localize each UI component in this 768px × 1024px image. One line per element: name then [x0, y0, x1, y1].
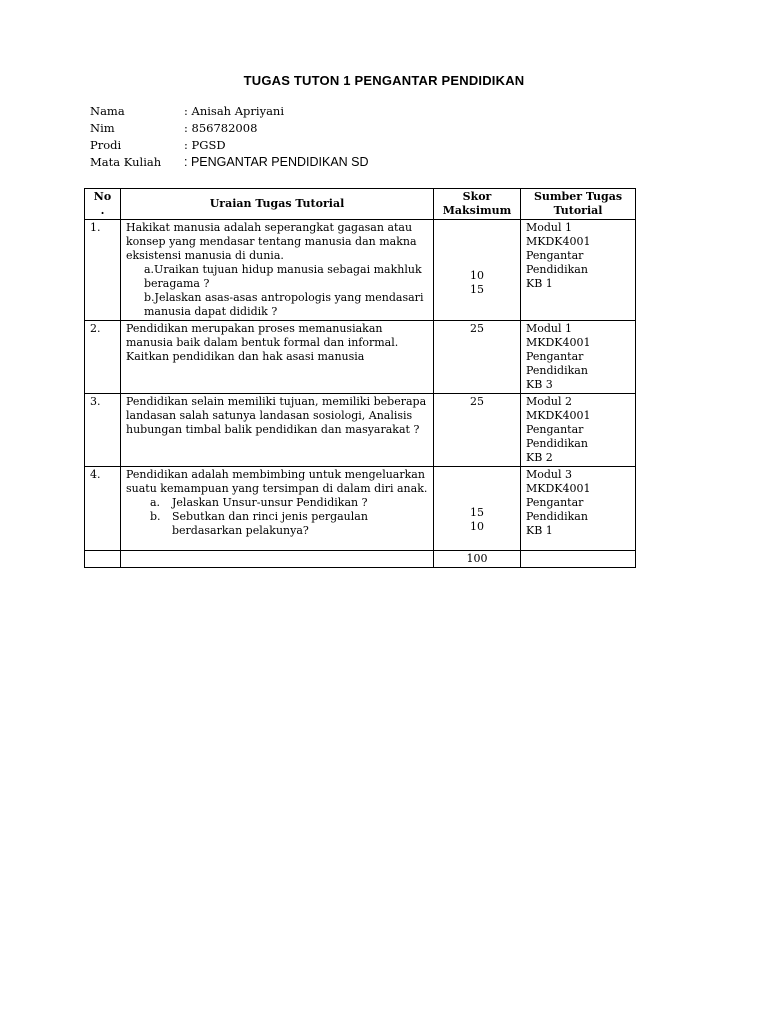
list-marker: a.	[150, 496, 161, 509]
sub-text-cont: berdasarkan pelakunya?	[172, 524, 309, 537]
student-info	[90, 103, 369, 171]
cell-skor: 25	[434, 321, 521, 394]
cell-skor	[434, 467, 521, 551]
document-title: TUGAS TUTON 1 PENGANTAR PENDIDIKAN	[243, 73, 525, 88]
task-sub-b: b.Jelaskan asas-asas antropologis yang mendasari manusia dapat dididik ?	[144, 291, 424, 318]
skor-a: 10	[470, 269, 484, 282]
cell-skor: 25	[434, 394, 521, 467]
cell-desc: Pendidikan merupakan proses memanusiakan manusia baik dalam bentuk formal dan informal. Kaitkan pendidikan dan hak asasi manusia	[121, 321, 434, 394]
info-label: Mata Kuliah	[90, 155, 162, 169]
skor-b: 15	[470, 283, 484, 296]
task-sub-a	[126, 496, 428, 510]
info-label: Nama	[90, 104, 125, 118]
skor-b: 10	[470, 520, 484, 533]
cell-no: 2.	[85, 321, 121, 394]
header-no: No .	[85, 189, 121, 220]
task-intro: Pendidikan adalah membimbing untuk mengeluarkan suatu kemampuan yang tersimpan di dalam diri anak.	[126, 468, 428, 495]
list-marker: b.	[150, 510, 161, 523]
info-value: : Anisah Apriyani	[184, 104, 285, 118]
info-value: : PGSD	[184, 138, 226, 152]
cell-src: Modul 2 MKDK4001 Pengantar Pendidikan KB 2	[521, 394, 636, 467]
cell-no: 3.	[85, 394, 121, 467]
header-src: Sumber Tugas Tutorial	[521, 189, 636, 220]
info-row-prodi	[90, 137, 369, 154]
info-row-nama	[90, 103, 369, 120]
table-header-row	[85, 189, 636, 220]
table-row	[85, 321, 636, 394]
task-sub-b	[126, 510, 428, 524]
cell-empty	[521, 551, 636, 568]
sub-text: Jelaskan Unsur-unsur Pendidikan ?	[172, 496, 368, 509]
skor-a: 15	[470, 506, 484, 519]
table-row	[85, 220, 636, 321]
table-row	[85, 467, 636, 551]
header-skor: Skor Maksimum	[434, 189, 521, 220]
info-row-nim	[90, 120, 369, 137]
cell-no: 4.	[85, 467, 121, 551]
info-label: Prodi	[90, 138, 122, 152]
cell-src: Modul 3 MKDK4001 Pengantar Pendidikan KB 1	[521, 467, 636, 551]
header-desc: Uraian Tugas Tutorial	[121, 189, 434, 220]
cell-empty	[85, 551, 121, 568]
info-row-mata-kuliah	[90, 154, 369, 171]
task-intro: Hakikat manusia adalah seperangkat gagasan atau konsep yang mendasar tentang manusia dan makna eksistensi manusia di dunia.	[126, 221, 417, 262]
task-table	[84, 188, 636, 568]
info-value: : 856782008	[184, 121, 258, 135]
cell-desc	[121, 220, 434, 321]
table-total-row	[85, 551, 636, 568]
info-value: : PENGANTAR PENDIDIKAN SD	[184, 155, 369, 169]
cell-desc	[121, 467, 434, 551]
cell-no: 1.	[85, 220, 121, 321]
cell-empty	[121, 551, 434, 568]
cell-desc: Pendidikan selain memiliki tujuan, memiliki beberapa landasan salah satunya landasan sosiologi, Analisis hubungan timbal balik pendidikan dan masyarakat ?	[121, 394, 434, 467]
cell-src: Modul 1 MKDK4001 Pengantar Pendidikan KB 1	[521, 220, 636, 321]
cell-src: Modul 1 MKDK4001 Pengantar Pendidikan KB 3	[521, 321, 636, 394]
sub-text: Sebutkan dan rinci jenis pergaulan	[172, 510, 368, 523]
task-sub-a: a.Uraikan tujuan hidup manusia sebagai makhluk beragama ?	[144, 263, 422, 290]
cell-skor	[434, 220, 521, 321]
cell-total: 100	[434, 551, 521, 568]
info-label: Nim	[90, 121, 115, 135]
table-row	[85, 394, 636, 467]
